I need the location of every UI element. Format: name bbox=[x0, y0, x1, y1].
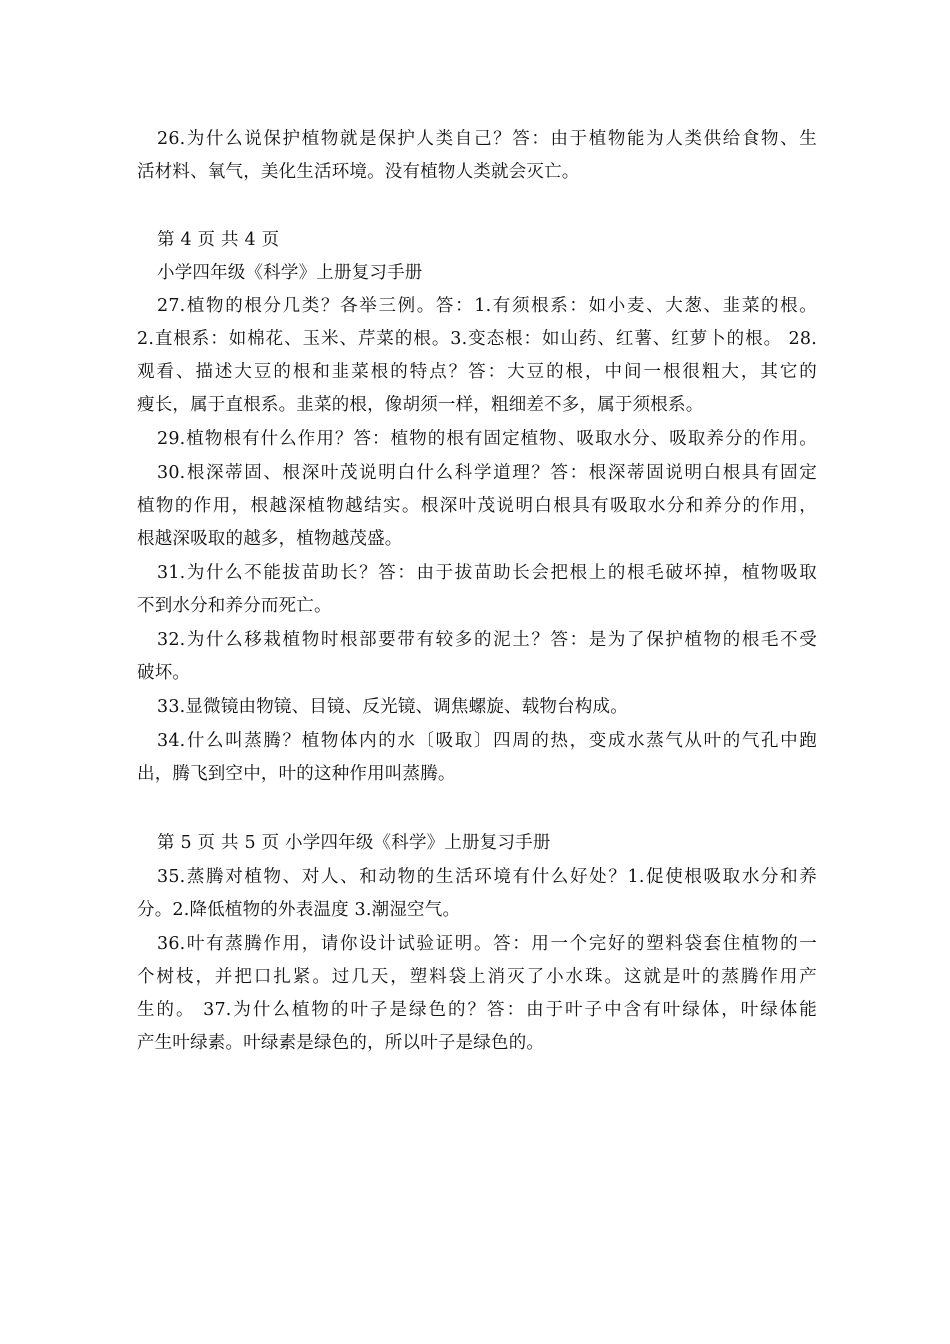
q27-line-2: 2.直根系：如棉花、玉米、芹菜的根。3.变态根：如山药、红薯、红萝卜的根。 28. bbox=[137, 329, 817, 349]
q30-line-1: 30.根深蒂固、根深叶茂说明白什么科学道理？答：根深蒂固说明白根具有固定 bbox=[157, 463, 817, 483]
q26-line-2: 活材料、氧气，美化生活环境。没有植物人类就会灭亡。 bbox=[137, 162, 580, 182]
q35-line-2: 分。2.降低植物的外表温度 3.潮湿空气。 bbox=[137, 900, 461, 920]
q31-line-2: 不到水分和养分而死亡。 bbox=[137, 596, 332, 616]
q36-line-2: 个树枝，并把口扎紧。过几天，塑料袋上消灭了小水珠。这就是叶的蒸腾作用产 bbox=[137, 967, 817, 987]
q35-line-1: 35.蒸腾对植物、对人、和动物的生活环境有什么好处？1.促使根吸取水分和养 bbox=[157, 867, 817, 887]
q27-line-1: 27.植物的根分几类？各举三例。答：1.有须根系：如小麦、大葱、韭菜的根。 bbox=[157, 296, 817, 316]
q30-line-3: 根越深吸取的越多，植物越茂盛。 bbox=[137, 529, 403, 549]
q34-line-1: 34.什么叫蒸腾？植物体内的水〔吸取〕四周的热，变成水蒸气从叶的气孔中跑 bbox=[157, 731, 817, 751]
q28-line-2: 瘦长，属于直根系。韭菜的根，像胡须一样，粗细差不多，属于须根系。 bbox=[137, 395, 704, 415]
q32-line-2: 破坏。 bbox=[137, 663, 191, 683]
q29-line: 29.植物根有什么作用？答：植物的根有固定植物、吸取水分、吸取养分的作用。 bbox=[157, 429, 817, 449]
q28-line-1: 观看、描述大豆的根和韭菜根的特点？答：大豆的根，中间一根很粗大，其它的 bbox=[137, 362, 817, 382]
running-header: 小学四年级《科学》上册复习手册 bbox=[157, 263, 423, 283]
q37-line-1: 生的。 37.为什么植物的叶子是绿色的？答：由于叶子中含有叶绿体，叶绿体能 bbox=[137, 1000, 817, 1020]
q26-line-1: 26.为什么说保护植物就是保护人类自己？答：由于植物能为人类供给食物、生 bbox=[157, 129, 817, 149]
page-footer-5: 第 5 页 共 5 页 小学四年级《科学》上册复习手册 bbox=[157, 833, 551, 853]
q30-line-2: 植物的作用，根越深植物越结实。根深叶茂说明白根具有吸取水分和养分的作用， bbox=[137, 496, 817, 516]
q34-line-2: 出，腾飞到空中，叶的这种作用叫蒸腾。 bbox=[137, 764, 456, 784]
page-footer-4: 第 4 页 共 4 页 bbox=[157, 230, 280, 250]
q37-line-2: 产生叶绿素。叶绿素是绿色的，所以叶子是绿色的。 bbox=[137, 1033, 545, 1053]
q32-line-1: 32.为什么移栽植物时根部要带有较多的泥土？答：是为了保护植物的根毛不受 bbox=[157, 630, 817, 650]
q31-line-1: 31.为什么不能拔苗助长？答：由于拔苗助长会把根上的根毛破坏掉，植物吸取 bbox=[157, 563, 817, 583]
q33-line: 33.显微镜由物镜、目镜、反光镜、调焦螺旋、载物台构成。 bbox=[157, 697, 628, 717]
q36-line-1: 36.叶有蒸腾作用，请你设计试验证明。答：用一个完好的塑料袋套住植物的一 bbox=[157, 934, 817, 954]
